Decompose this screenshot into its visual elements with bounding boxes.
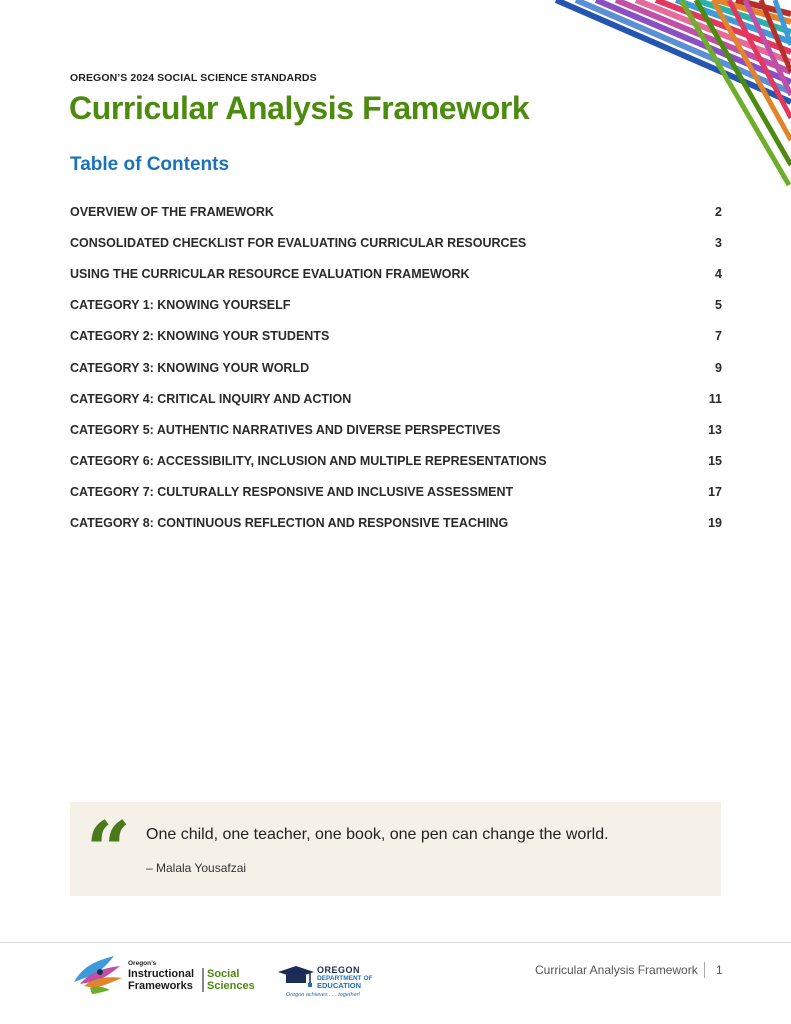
toc-entry-label: CATEGORY 8: CONTINUOUS REFLECTION AND RESPONSIVE TEACHING — [70, 516, 509, 531]
logo-ss-line1: Social — [207, 968, 240, 980]
oregon-department-of-education-logo — [276, 962, 376, 1002]
toc-entry[interactable] — [70, 352, 722, 383]
table-of-contents — [70, 196, 722, 539]
toc-entry-page: 19 — [708, 516, 722, 531]
toc-entry-label: CATEGORY 5: AUTHENTIC NARRATIVES AND DIVERSE PERSPECTIVES — [70, 422, 501, 437]
logo-ss-line2: Sciences — [207, 980, 255, 992]
quote-author: – Malala Yousafzai — [146, 861, 247, 875]
toc-entry-label: CATEGORY 6: ACCESSIBILITY, INCLUSION AND MULTIPLE REPRESENTATIONS — [70, 454, 547, 469]
footer-divider — [0, 942, 791, 943]
toc-entry-page: 15 — [708, 454, 722, 469]
logo-if-line2: Frameworks — [128, 980, 193, 992]
toc-entry-label: CATEGORY 4: CRITICAL INQUIRY AND ACTION — [70, 391, 352, 406]
toc-entry-page: 9 — [715, 360, 722, 375]
toc-entry[interactable] — [70, 290, 722, 321]
toc-entry[interactable] — [70, 321, 722, 352]
toc-entry-label: CATEGORY 1: KNOWING YOURSELF — [70, 298, 291, 313]
toc-entry-page: 2 — [715, 204, 722, 219]
graduation-cap-icon — [276, 964, 316, 994]
footer-document-title: Curricular Analysis Framework — [535, 963, 698, 977]
toc-entry[interactable] — [70, 258, 722, 289]
page-title: Curricular Analysis Framework — [69, 90, 530, 126]
toc-entry-label: USING THE CURRICULAR RESOURCE EVALUATION FRAMEWORK — [70, 266, 470, 281]
toc-entry-page: 7 — [715, 329, 722, 344]
toc-entry[interactable] — [70, 383, 722, 414]
logo-ode-line3: EDUCATION — [317, 981, 362, 990]
toc-entry-page: 5 — [715, 298, 722, 313]
toc-entry-label: OVERVIEW OF THE FRAMEWORK — [70, 204, 274, 219]
toc-entry[interactable] — [70, 477, 722, 508]
toc-entry[interactable] — [70, 414, 722, 445]
toc-entry-page: 13 — [708, 422, 722, 437]
toc-entry[interactable] — [70, 196, 722, 227]
toc-entry-page: 11 — [708, 391, 722, 406]
logo-ode-line2: DEPARTMENT OF — [317, 975, 373, 982]
logo-separator — [202, 968, 204, 992]
toc-entry[interactable] — [70, 446, 722, 477]
quote-text: One child, one teacher, one book, one pen can change the world. — [146, 826, 609, 843]
standards-eyebrow: OREGON’S 2024 SOCIAL SCIENCE STANDARDS — [70, 72, 317, 84]
toc-entry[interactable] — [70, 508, 722, 539]
toc-entry-label: CATEGORY 7: CULTURALLY RESPONSIVE AND INCLUSIVE ASSESSMENT — [70, 485, 514, 500]
quote-mark-icon: “ — [86, 805, 131, 896]
toc-entry-label: CATEGORY 2: KNOWING YOUR STUDENTS — [70, 329, 330, 344]
logo-if-line1: Instructional — [128, 968, 195, 980]
quote-box — [70, 802, 721, 896]
footer-separator — [704, 962, 705, 978]
toc-entry-label: CATEGORY 3: KNOWING YOUR WORLD — [70, 360, 310, 375]
toc-heading: Table of Contents — [70, 154, 230, 175]
toc-entry-page: 3 — [715, 235, 722, 250]
footer-page-number: 1 — [716, 963, 723, 977]
toc-entry-label: CONSOLIDATED CHECKLIST FOR EVALUATING CURRICULAR RESOURCES — [70, 235, 527, 250]
logo-ode-line1: OREGON — [317, 965, 361, 975]
bird-emblem-icon — [70, 952, 126, 996]
logo-ode-tagline: Oregon achieves . . . together! — [286, 992, 360, 998]
toc-entry-page: 17 — [708, 485, 722, 500]
decorative-corner-stripes — [551, 0, 791, 190]
logo-if-small: Oregon’s — [128, 960, 157, 967]
toc-entry-page: 4 — [715, 266, 722, 281]
instructional-frameworks-logo — [70, 952, 260, 996]
toc-entry[interactable] — [70, 227, 722, 258]
